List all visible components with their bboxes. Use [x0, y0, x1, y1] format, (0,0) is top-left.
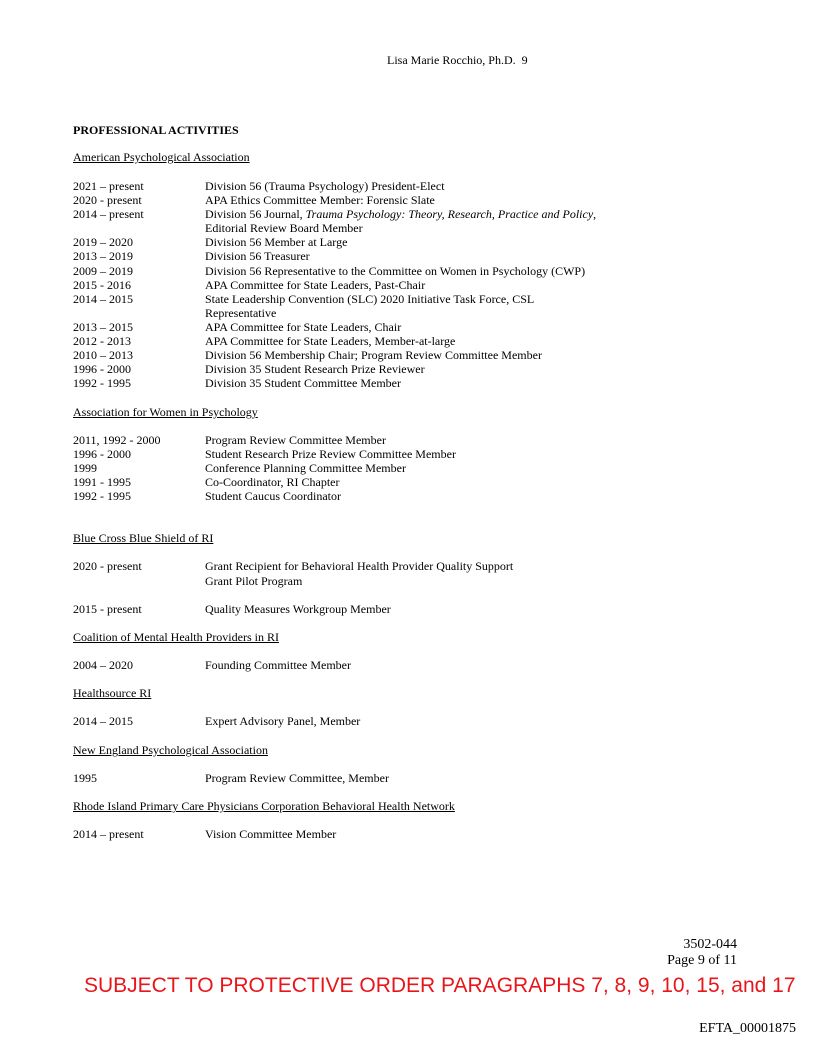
entry-description — [205, 207, 625, 221]
entry-description: Division 56 Membership Chair; Program Review Committee Member — [205, 348, 542, 362]
running-header: Lisa Marie Rocchio, Ph.D. 9 — [387, 53, 528, 67]
entry-date: 2014 – 2015 — [73, 292, 133, 306]
entry-date: 2010 – 2013 — [73, 348, 133, 362]
entry-description: Division 35 Student Research Prize Reviewer — [205, 362, 425, 376]
entry-description-pre: Division 56 Journal, — [205, 207, 306, 221]
entry-description: Student Research Prize Review Committee Member — [205, 447, 456, 461]
entry-date: 1992 - 1995 — [73, 489, 131, 503]
entry-date: 1996 - 2000 — [73, 447, 131, 461]
entry-description: Co-Coordinator, RI Chapter — [205, 475, 340, 489]
entry-date: 2015 - 2016 — [73, 278, 131, 292]
entry-description: Grant Recipient for Behavioral Health Provider Quality Support — [205, 559, 514, 573]
entry-date: 2015 - present — [73, 602, 142, 616]
entry-description: State Leadership Convention (SLC) 2020 Initiative Task Force, CSL — [205, 292, 535, 306]
org-heading-healthsource: Healthsource RI — [73, 686, 152, 700]
entry-date: 2014 – present — [73, 207, 144, 221]
page-number: Page 9 of 11 — [667, 953, 737, 968]
entry-date: 2020 - present — [73, 559, 142, 573]
entry-description: APA Committee for State Leaders, Past-Chair — [205, 278, 426, 292]
entry-date: 1995 — [73, 771, 97, 785]
entry-description: Division 35 Student Committee Member — [205, 376, 401, 390]
bates-number: EFTA_00001875 — [699, 1021, 796, 1036]
org-heading-ripcpc: Rhode Island Primary Care Physicians Corporation Behavioral Health Network — [73, 799, 455, 813]
section-title: PROFESSIONAL ACTIVITIES — [73, 123, 239, 137]
entry-description: Founding Committee Member — [205, 658, 351, 672]
entry-description-continued: Grant Pilot Program — [205, 574, 303, 588]
entry-date: 1996 - 2000 — [73, 362, 131, 376]
entry-description: Division 56 (Trauma Psychology) President-Elect — [205, 179, 445, 193]
entry-date: 2014 – present — [73, 827, 144, 841]
entry-date: 2012 - 2013 — [73, 334, 131, 348]
entry-description: APA Committee for State Leaders, Chair — [205, 320, 402, 334]
entry-date: 2020 - present — [73, 193, 142, 207]
entry-description: Program Review Committee Member — [205, 433, 386, 447]
org-heading-nepa: New England Psychological Association — [73, 743, 268, 757]
entry-description-post: , — [593, 207, 597, 221]
entry-description: Student Caucus Coordinator — [205, 489, 341, 503]
entry-description-continued: Editorial Review Board Member — [205, 221, 363, 235]
entry-date: 2013 – 2019 — [73, 249, 133, 263]
entry-description: APA Committee for State Leaders, Member-at-large — [205, 334, 456, 348]
entry-date: 2013 – 2015 — [73, 320, 133, 334]
entry-description: Division 56 Representative to the Committee on Women in Psychology (CWP) — [205, 264, 586, 278]
protective-order-stamp: SUBJECT TO PROTECTIVE ORDER PARAGRAPHS 7, 8, 9, 10, 15, and 17 — [84, 974, 796, 997]
entry-description: Conference Planning Committee Member — [205, 461, 406, 475]
entry-description: Vision Committee Member — [205, 827, 337, 841]
entry-description: Expert Advisory Panel, Member — [205, 714, 361, 728]
entry-date: 2019 – 2020 — [73, 235, 133, 249]
entry-description: Program Review Committee, Member — [205, 771, 389, 785]
entry-description: Quality Measures Workgroup Member — [205, 602, 391, 616]
org-heading-apa: American Psychological Association — [73, 150, 250, 164]
entry-description-continued: Representative — [205, 306, 277, 320]
entry-description: Division 56 Member at Large — [205, 235, 348, 249]
entry-description: APA Ethics Committee Member: Forensic Slate — [205, 193, 435, 207]
entry-description: Division 56 Treasurer — [205, 249, 310, 263]
entry-date: 1991 - 1995 — [73, 475, 131, 489]
entry-date: 1999 — [73, 461, 97, 475]
org-heading-bcbs: Blue Cross Blue Shield of RI — [73, 531, 214, 545]
entry-date: 1992 - 1995 — [73, 376, 131, 390]
document-code: 3502-044 — [683, 937, 737, 952]
entry-date: 2009 – 2019 — [73, 264, 133, 278]
org-heading-cmhp: Coalition of Mental Health Providers in RI — [73, 630, 279, 644]
entry-date: 2021 – present — [73, 179, 144, 193]
entry-date: 2014 – 2015 — [73, 714, 133, 728]
entry-date: 2011, 1992 - 2000 — [73, 433, 161, 447]
entry-date: 2004 – 2020 — [73, 658, 133, 672]
journal-title: Trauma Psychology: Theory, Research, Practice and Policy — [305, 207, 594, 221]
org-heading-awp: Association for Women in Psychology — [73, 405, 258, 419]
